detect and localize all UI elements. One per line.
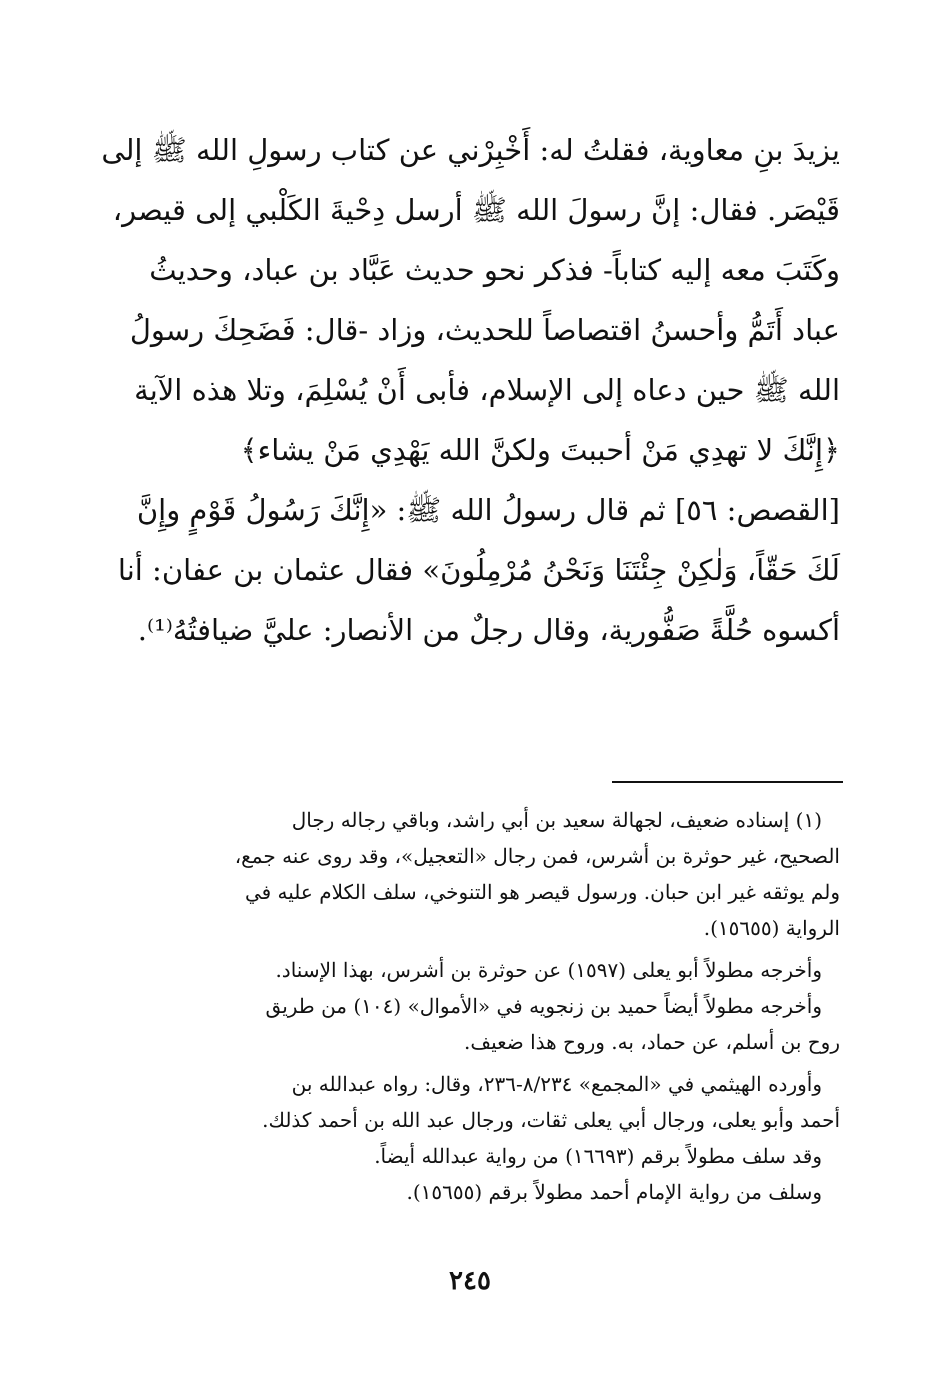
main-text-line: يزيدَ بنِ معاوية، فقلتُ له: أَخْبِرْني عن كتاب رسولِ الله ﷺ إلى [101,133,840,167]
main-text-line: وكَتَبَ معه إليه كتاباً- فذكر نحو حديث عَبَّاد بن عباد، وحديثُ [149,253,840,287]
main-text-line: عباد أَتَمُّ وأحسنُ اقتصاصاً للحديث، وزاد -قال: فَضَحِكَ رسولُ [129,313,840,347]
main-text-line: لَكَ حَقّاً، وَلٰكِنْ جِئْتَنَا وَنَحْنُ مُرْمِلُونَ» فقال عثمان بن عفان: أنا [117,553,840,587]
footnote-line: ولم يوثقه غير ابن حبان. ورسول قيصر هو التنوخي، سلف الكلام عليه في [244,880,840,904]
footnote-line: الصحيح، غير حوثرة بن أشرس، فمن رجال «التعجيل»، وقد روى عنه جمع، [234,844,840,868]
footnote-line: الرواية (١٥٦٥٥). [703,916,840,940]
footnote-line: وأخرجه مطولاً أبو يعلى (١٥٩٧) عن حوثرة بن أشرس، بهذا الإسناد. [275,958,822,982]
main-text-line: الله ﷺ حين دعاه إلى الإسلام، فأبى أَنْ يُسْلِمَ، وتلا هذه الآية [134,373,840,407]
footnote-line: روح بن أسلم، عن حماد، به. وروح هذا ضعيف. [464,1030,840,1054]
footnote-line: وسلف من رواية الإمام أحمد مطولاً برقم (١٥٦٥٥). [406,1180,822,1204]
main-text-line: [القصص: ٥٦] ثم قال رسولُ الله ﷺ: «إِنَّكَ رَسُولُ قَوْمٍ وإِنَّ [136,493,840,527]
main-text-line: أكسوه حُلَّةً صَفُّورية، وقال رجلٌ من الأنصار: عليَّ ضيافتُهُ⁽¹⁾. [137,613,840,647]
footnote-line: وقد سلف مطولاً برقم (١٦٦٩٣) من رواية عبدالله أيضاً. [374,1144,822,1168]
footnotes-block [128,802,840,1210]
page-number: ٢٤٥ [449,1266,491,1296]
footnote-line: وأورده الهيثمي في «المجمع» ٨/٢٣٤-٢٣٦، وقال: رواه عبدالله بن [291,1072,822,1096]
footnote-line: أحمد وأبو يعلى، ورجال أبي يعلى ثقات، ورجال عبد الله بن أحمد كذلك. [262,1108,840,1132]
footnote-separator [612,781,843,783]
main-text-block [101,120,840,660]
quran-verse-line: ﴿إِنَّكَ لا تهدِي مَنْ أحببتَ ولكنَّ الله يَهْدِي مَنْ يشاء﴾ [240,433,840,467]
footnote-line: وأخرجه مطولاً أيضاً حميد بن زنجويه في «الأموال» (١٠٤) من طريق [265,994,822,1018]
main-text-line: قَيْصَر. فقال: إنَّ رسولَ الله ﷺ أرسل دِحْيةَ الكَلْبي إلى قيصر، [112,193,840,227]
footnote-line: (١) إسناده ضعيف، لجهالة سعيد بن أبي راشد، وباقي رجاله رجال [291,808,822,832]
